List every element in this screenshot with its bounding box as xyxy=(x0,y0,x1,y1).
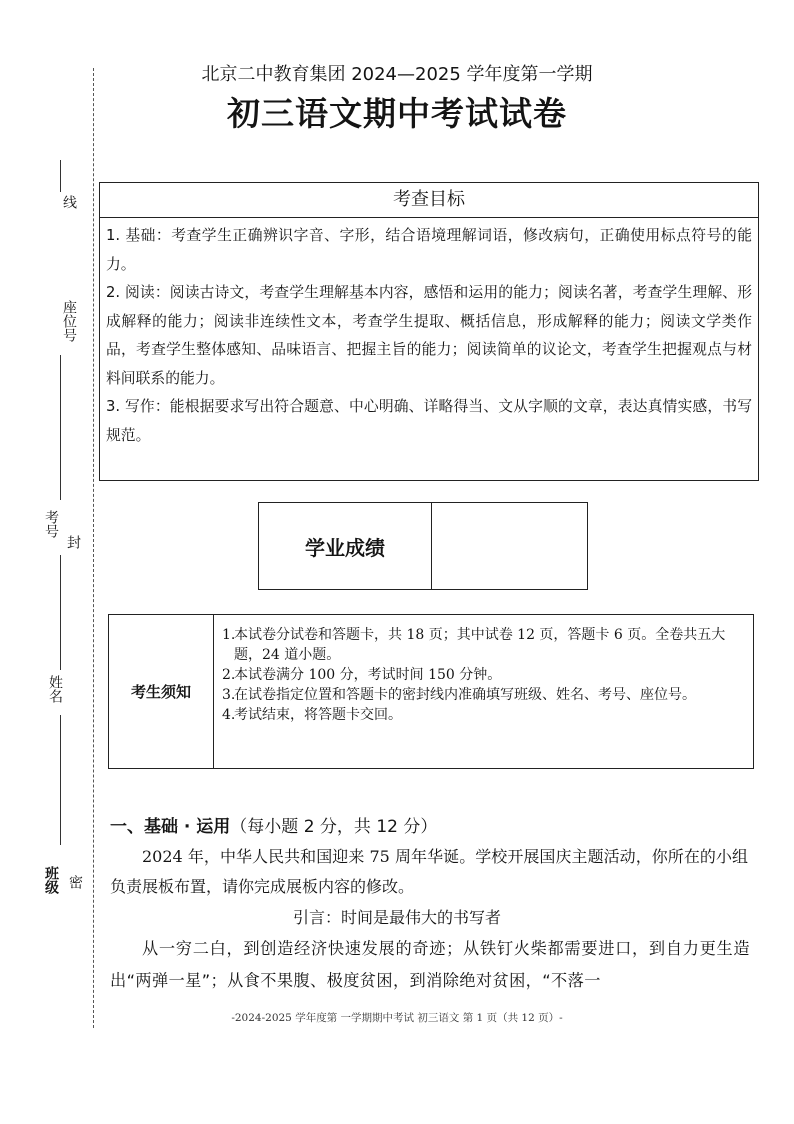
score-table xyxy=(258,502,588,590)
notice-item: 3. 在试卷指定位置和答题卡的密封线内准确填写班级、姓名、考号、座位号。 xyxy=(222,687,696,703)
class-label: 班级 xyxy=(43,866,59,894)
name-blank xyxy=(60,555,61,670)
objectives-box xyxy=(99,182,759,481)
section-intro: 2024 年，中华人民共和国迎来 75 周年华诞。学校开展国庆主题活动，你所在的小组负责展板布置，请你完成展板内容的修改。 xyxy=(110,847,748,896)
page-footer: -2024-2025 学年度第 一学期期中考试 初三语文 第 1 页（共 12 页）- xyxy=(231,1012,563,1024)
quote-title: 引言：时间是最伟大的书写者 xyxy=(292,908,501,927)
notice-item: 2. 本试卷满分 100 分，考试时间 150 分钟。 xyxy=(222,667,502,683)
objective-item: 3. 写作：能根据要求写出符合题意、中心明确、详略得当、文从字顺的文章，表达真情实感，书写规范。 xyxy=(106,398,752,444)
exam-number-label: 考号 xyxy=(43,510,59,538)
school-term-line: 北京二中教育集团 2024—2025 学年度第一学期 xyxy=(201,64,593,85)
notice-label: 考生须知 xyxy=(109,615,214,768)
notice-item: 1. 本试卷分试卷和答题卡，共 18 页；其中试卷 12 页，答题卡 6 页。全卷共五大题，24 道小题。 xyxy=(222,627,726,663)
class-blank xyxy=(60,715,61,845)
blank-line-top xyxy=(60,160,61,192)
objectives-title: 考查目标 xyxy=(100,183,758,218)
score-label: 学业成绩 xyxy=(259,503,432,589)
binding-dashed-line xyxy=(93,68,94,1028)
exam-number-blank xyxy=(60,355,61,500)
quote-text: 从一穷二白，到创造经济快速发展的奇迹；从铁钉火柴都需要进口，到自力更生造出“两弹一星”；从食不果腹、极度贫困，到消除绝对贫困，“不落一 xyxy=(110,939,750,990)
seat-number-label: 座位号 xyxy=(61,300,77,342)
notice-item: 4. 考试结束，将答题卡交回。 xyxy=(222,707,402,723)
seal-char-feng: 封 xyxy=(65,535,81,549)
score-value-cell xyxy=(432,503,587,589)
candidate-notice-table xyxy=(108,614,754,769)
objective-item: 1. 基础：考查学生正确辨识字音、字形，结合语境理解词语，修改病句，正确使用标点符号的能力。 xyxy=(106,227,752,273)
section-heading: 一、基础 · 运用（每小题 2 分，共 12 分） xyxy=(110,817,438,837)
seal-char-mi: 密 xyxy=(67,875,83,889)
objective-item: 2. 阅读：阅读古诗文，考查学生理解基本内容，感悟和运用的能力；阅读名著，考查学生理解、形成解释的能力；阅读非连续性文本，考查学生提取、概括信息，形成解释的能力；阅读文学类作品，考查学生整体感知、品味语言、把握主旨的能力；阅读简单的议论文，考查学生把握观点与材料间联系的能力。 xyxy=(106,284,752,387)
exam-title: 初三语文期中考试试卷 xyxy=(227,94,567,133)
name-label: 姓名 xyxy=(47,675,63,703)
seal-char-xian: 线 xyxy=(61,195,77,209)
